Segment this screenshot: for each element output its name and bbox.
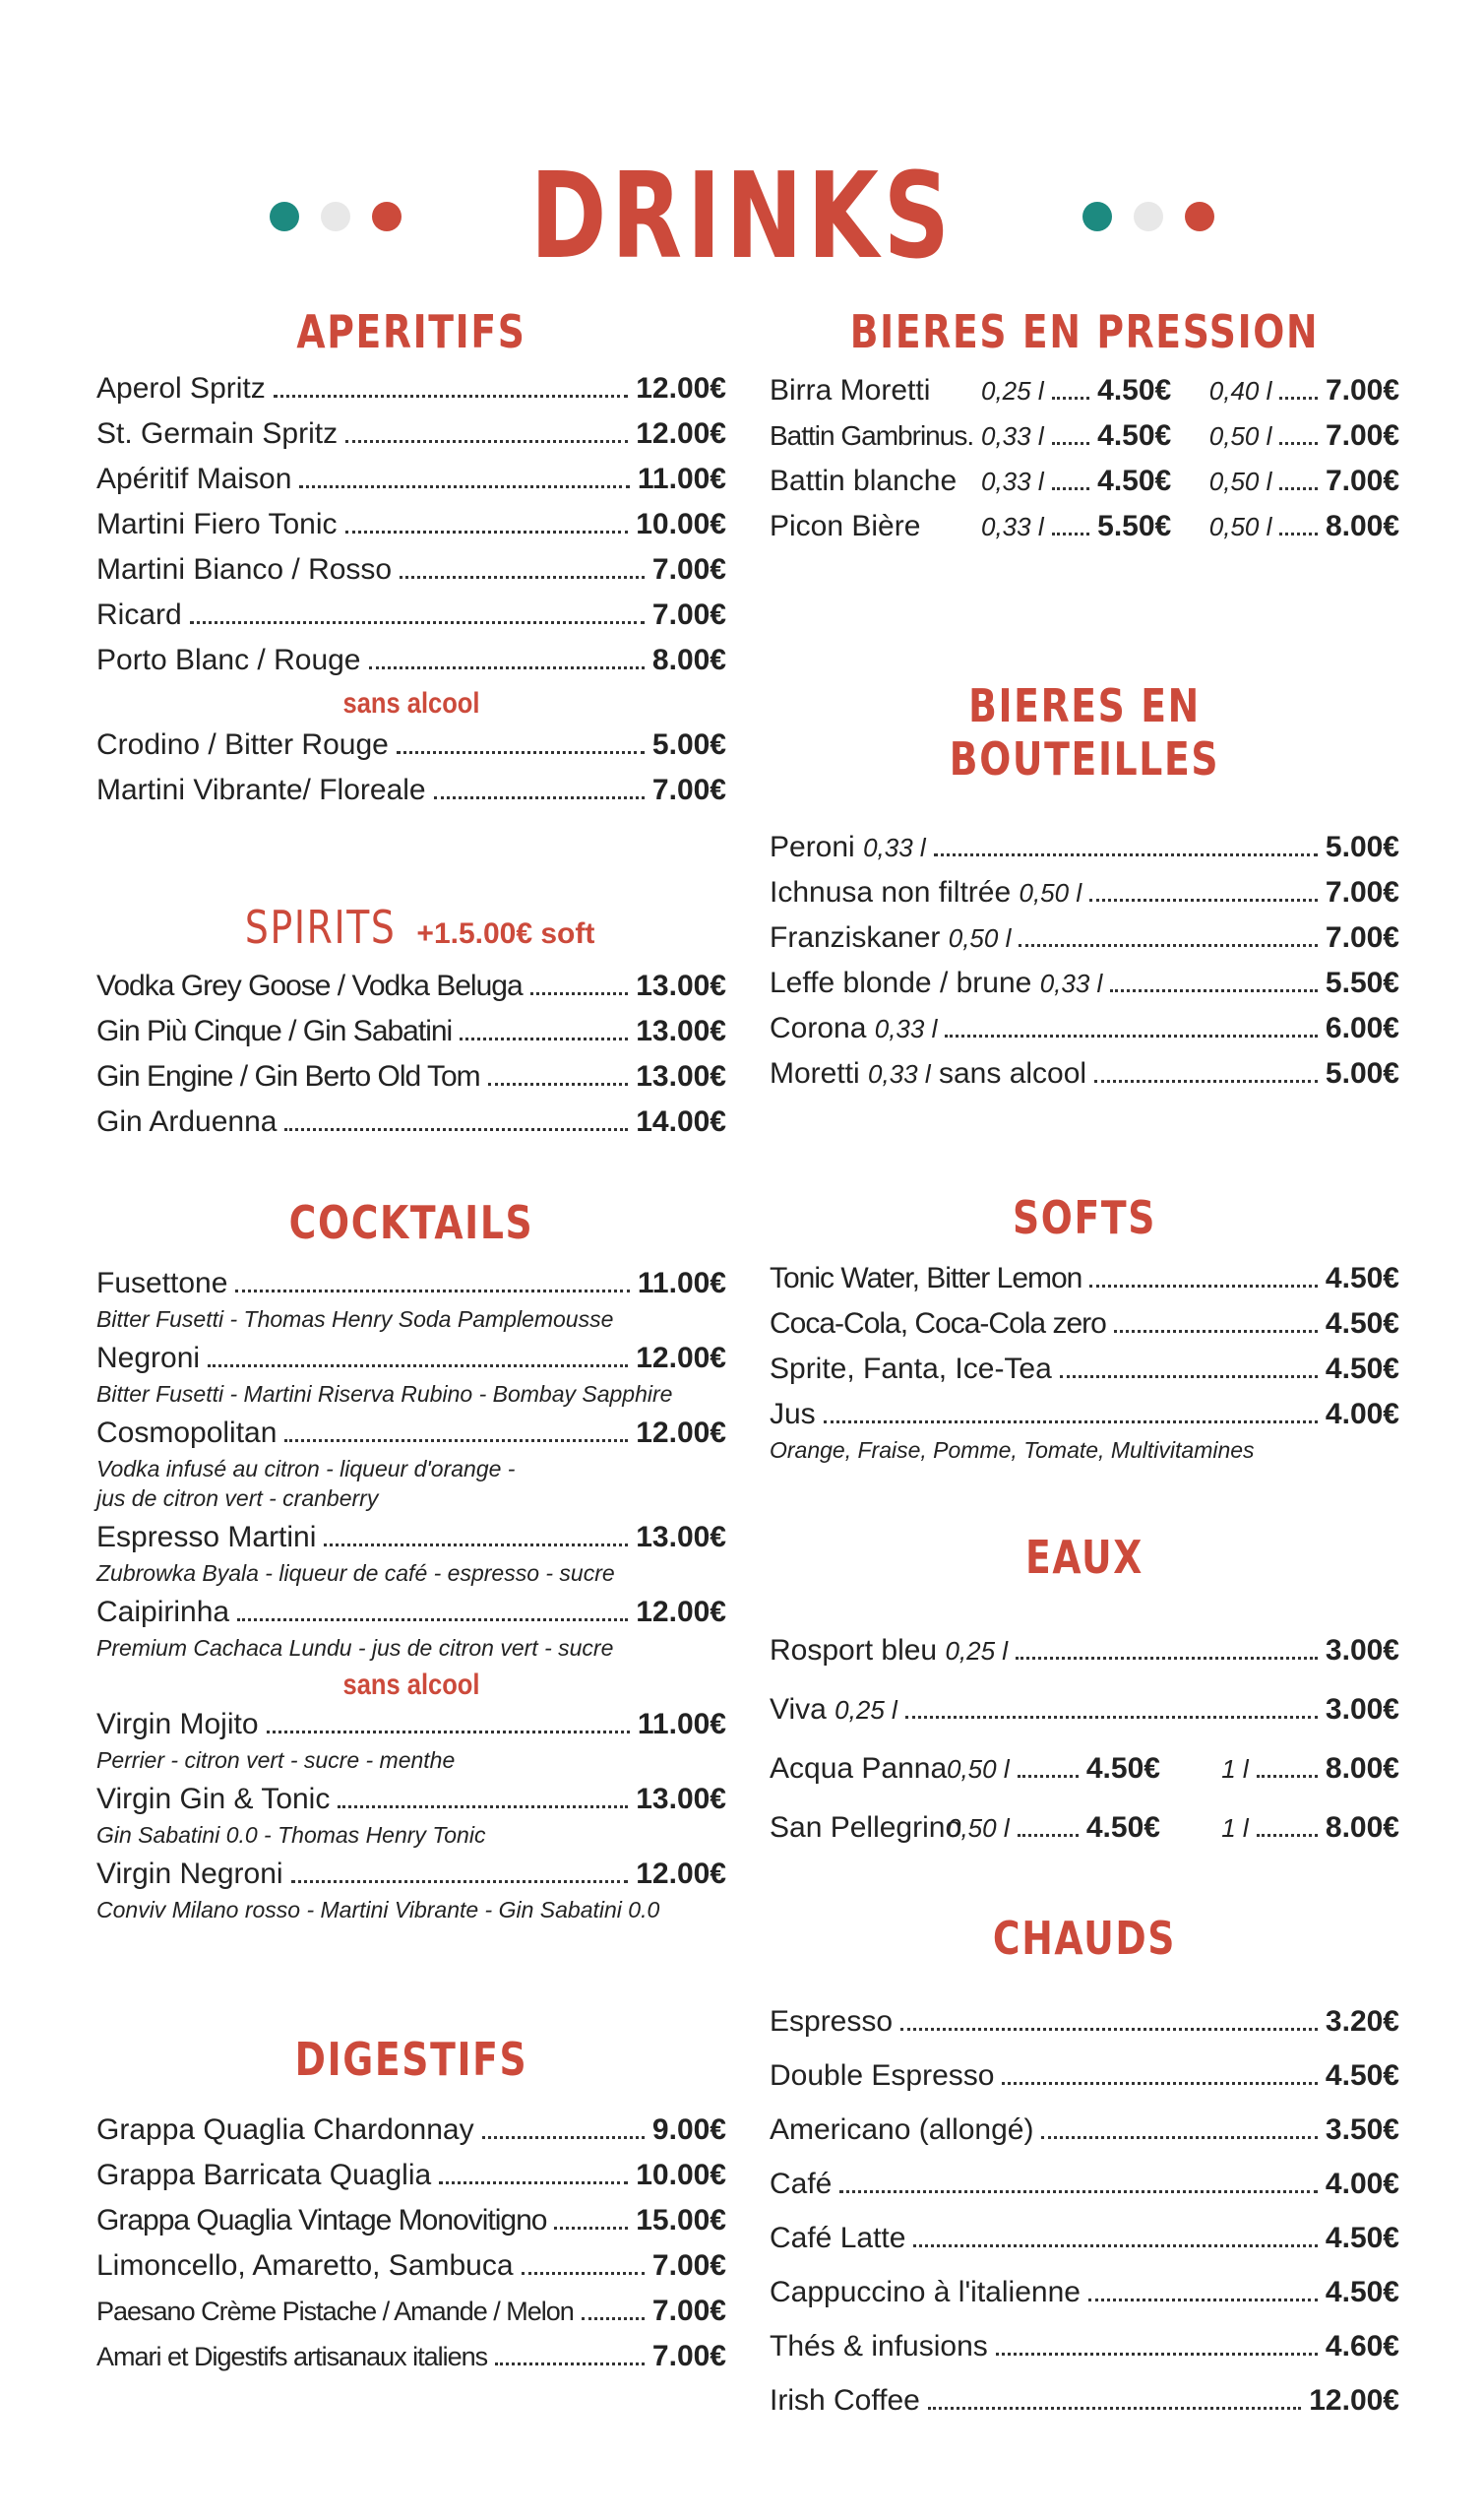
eaux-list	[770, 1621, 1399, 1858]
menu-item: Martini Fiero Tonic 10.00€	[96, 508, 726, 540]
menu-item: Martini Bianco / Rosso 7.00€	[96, 553, 726, 586]
menu-item: Negroni 12.00€	[96, 1342, 726, 1374]
menu-item: Picon Bière 0,33 l 5.50€ 0,50 l 8.00€	[770, 510, 1400, 542]
menu-item: St. Germain Spritz 12.00€	[96, 417, 726, 450]
decorative-dots-left	[270, 202, 402, 231]
teal-dot-icon	[1082, 202, 1112, 231]
menu-item: Coca-Cola, Coca-Cola zero 4.50€	[770, 1307, 1399, 1340]
menu-item: Aperol Spritz 12.00€	[96, 372, 726, 405]
menu-item: Virgin Mojito 11.00€	[96, 1708, 726, 1740]
sans-alcool-label: sans alcool	[342, 687, 480, 720]
chauds-list	[770, 1994, 1399, 2427]
menu-item: Espresso Martini 13.00€	[96, 1521, 726, 1553]
eaux-section	[770, 1531, 1399, 1858]
section-title: SPIRITS	[244, 901, 397, 954]
section-title: SOFTS	[1012, 1191, 1157, 1244]
decorative-dots-right	[1082, 202, 1214, 231]
menu-item: Apéritif Maison 11.00€	[96, 463, 726, 495]
menu-item: Cappuccino à l'italienne 4.50€	[770, 2276, 1399, 2308]
bieres-pression-section	[770, 305, 1399, 549]
section-title: BIERES EN PRESSION	[849, 305, 1320, 358]
menu-item: Fusettone 11.00€	[96, 1267, 726, 1299]
menu-item: Cosmopolitan 12.00€	[96, 1417, 726, 1449]
menu-item: Moretti 0,33 l sans alcool 5.00€	[770, 1057, 1399, 1090]
menu-item: Acqua Panna 0,50 l 4.50€ 1 l 8.00€	[770, 1752, 1399, 1785]
menu-item: Irish Coffee 12.00€	[770, 2384, 1399, 2417]
menu-item: Peroni 0,33 l 5.00€	[770, 831, 1399, 863]
menu-item: San Pellegrino 0,50 l 4.50€ 1 l 8.00€	[770, 1811, 1399, 1844]
menu-item: Limoncello, Amaretto, Sambuca 7.00€	[96, 2249, 726, 2282]
cocktails-list	[96, 1261, 726, 1665]
menu-item: Viva 0,25 l 3.00€	[770, 1693, 1399, 1726]
menu-item: Sprite, Fanta, Ice-Tea 4.50€	[770, 1353, 1399, 1385]
item-description: Bitter Fusetti - Thomas Henry Soda Pamplemousse	[96, 1306, 614, 1332]
menu-item: Thés & infusions 4.60€	[770, 2330, 1399, 2362]
menu-item: Paesano Crème Pistache / Amande / Melon 7.00€	[96, 2295, 726, 2327]
red-dot-icon	[372, 202, 402, 231]
spirits-list	[96, 964, 726, 1145]
item-description: Conviv Milano rosso - Martini Vibrante - Gin Sabatini 0.0	[96, 1897, 660, 1922]
menu-item: Ichnusa non filtrée 0,50 l 7.00€	[770, 876, 1399, 909]
item-description: Perrier - citron vert - sucre - menthe	[96, 1747, 456, 1773]
menu-item: Martini Vibrante/ Floreale 7.00€	[96, 774, 726, 806]
sans-alcool-label: sans alcool	[342, 1669, 480, 1701]
spirits-header	[96, 901, 726, 954]
bieres-pression-list	[770, 368, 1399, 549]
section-title: EAUX	[1024, 1531, 1144, 1584]
item-description: Gin Sabatini 0.0 - Thomas Henry Tonic	[96, 1822, 486, 1848]
menu-item: Virgin Negroni 12.00€	[96, 1858, 726, 1890]
menu-item: Americano (allongé) 3.50€	[770, 2113, 1399, 2146]
menu-item: Jus 4.00€	[770, 1398, 1399, 1430]
item-description: Zubrowka Byala - liqueur de café - espresso - sucre	[96, 1560, 615, 1586]
menu-item: Double Espresso 4.50€	[770, 2059, 1399, 2092]
menu-item: Café 4.00€	[770, 2168, 1399, 2200]
menu-item: Caipirinha 12.00€	[96, 1596, 726, 1628]
menu-item: Virgin Gin & Tonic 13.00€	[96, 1783, 726, 1815]
item-description: Bitter Fusetti - Martini Riserva Rubino - Bombay Sapphire	[96, 1381, 673, 1407]
digestifs-list	[96, 2108, 726, 2379]
menu-item: Birra Moretti 0,25 l 4.50€ 0,40 l 7.00€	[770, 374, 1400, 407]
menu-item: Café Latte 4.50€	[770, 2222, 1399, 2254]
teal-dot-icon	[270, 202, 299, 231]
bieres-bouteilles-list	[770, 825, 1399, 1097]
chauds-section	[770, 1912, 1399, 2427]
aperitifs-section	[96, 305, 726, 813]
item-description: jus de citron vert - cranberry	[96, 1485, 379, 1511]
page-title: DRINKS	[529, 148, 955, 285]
item-description: Orange, Fraise, Pomme, Tomate, Multivitamines	[770, 1437, 1255, 1463]
grey-dot-icon	[1134, 202, 1163, 231]
menu-item: Rosport bleu 0,25 l 3.00€	[770, 1634, 1399, 1667]
menu-item: Vodka Grey Goose / Vodka Beluga 13.00€	[96, 970, 726, 1002]
menu-item: Gin Engine / Gin Berto Old Tom 13.00€	[96, 1060, 726, 1093]
menu-item: Amari et Digestifs artisanaux italiens 7.00€	[96, 2340, 726, 2372]
menu-item: Espresso 3.20€	[770, 2005, 1399, 2038]
red-dot-icon	[1185, 202, 1214, 231]
section-title: BIERES EN BOUTEILLES	[949, 679, 1220, 786]
digestifs-section	[96, 2033, 726, 2379]
item-description: Vodka infusé au citron - liqueur d'orange -	[96, 1456, 516, 1481]
section-title: CHAUDS	[992, 1912, 1177, 1965]
section-title: COCKTAILS	[288, 1196, 534, 1249]
menu-item: Leffe blonde / brune 0,33 l 5.50€	[770, 967, 1399, 999]
menu-item: Porto Blanc / Rouge 8.00€	[96, 644, 726, 676]
menu-item: Gin Arduenna 14.00€	[96, 1105, 726, 1138]
menu-item: Tonic Water, Bitter Lemon 4.50€	[770, 1262, 1399, 1294]
menu-header	[0, 148, 1484, 285]
menu-item: Gin Più Cinque / Gin Sabatini 13.00€	[96, 1015, 726, 1047]
menu-item: Corona 0,33 l 6.00€	[770, 1012, 1399, 1044]
spirits-section	[96, 901, 726, 1145]
menu-item: Grappa Quaglia Chardonnay 9.00€	[96, 2113, 726, 2146]
aperitifs-list	[96, 366, 726, 683]
item-description: Premium Cachaca Lundu - jus de citron vert - sucre	[96, 1635, 614, 1661]
menu-item: Battin blanche 0,33 l 4.50€ 0,50 l 7.00€	[770, 465, 1400, 497]
menu-item: Ricard 7.00€	[96, 598, 726, 631]
menu-item: Crodino / Bitter Rouge 5.00€	[96, 728, 726, 761]
softs-list	[770, 1256, 1399, 1467]
spirits-note: +1.5.00€ soft	[416, 917, 595, 950]
section-title: DIGESTIFS	[294, 2033, 528, 2086]
bieres-bouteilles-section	[770, 679, 1399, 1097]
menu-item: Grappa Barricata Quaglia 10.00€	[96, 2159, 726, 2191]
menu-item: Battin Gambrinus. 0,33 l 4.50€ 0,50 l 7.00€	[770, 419, 1400, 452]
softs-section	[770, 1191, 1399, 1467]
menu-item: Franziskaner 0,50 l 7.00€	[770, 921, 1399, 954]
menu-item: Grappa Quaglia Vintage Monovitigno 15.00€	[96, 2204, 726, 2236]
section-title: APERITIFS	[296, 305, 526, 358]
grey-dot-icon	[321, 202, 350, 231]
cocktails-section	[96, 1196, 726, 1926]
